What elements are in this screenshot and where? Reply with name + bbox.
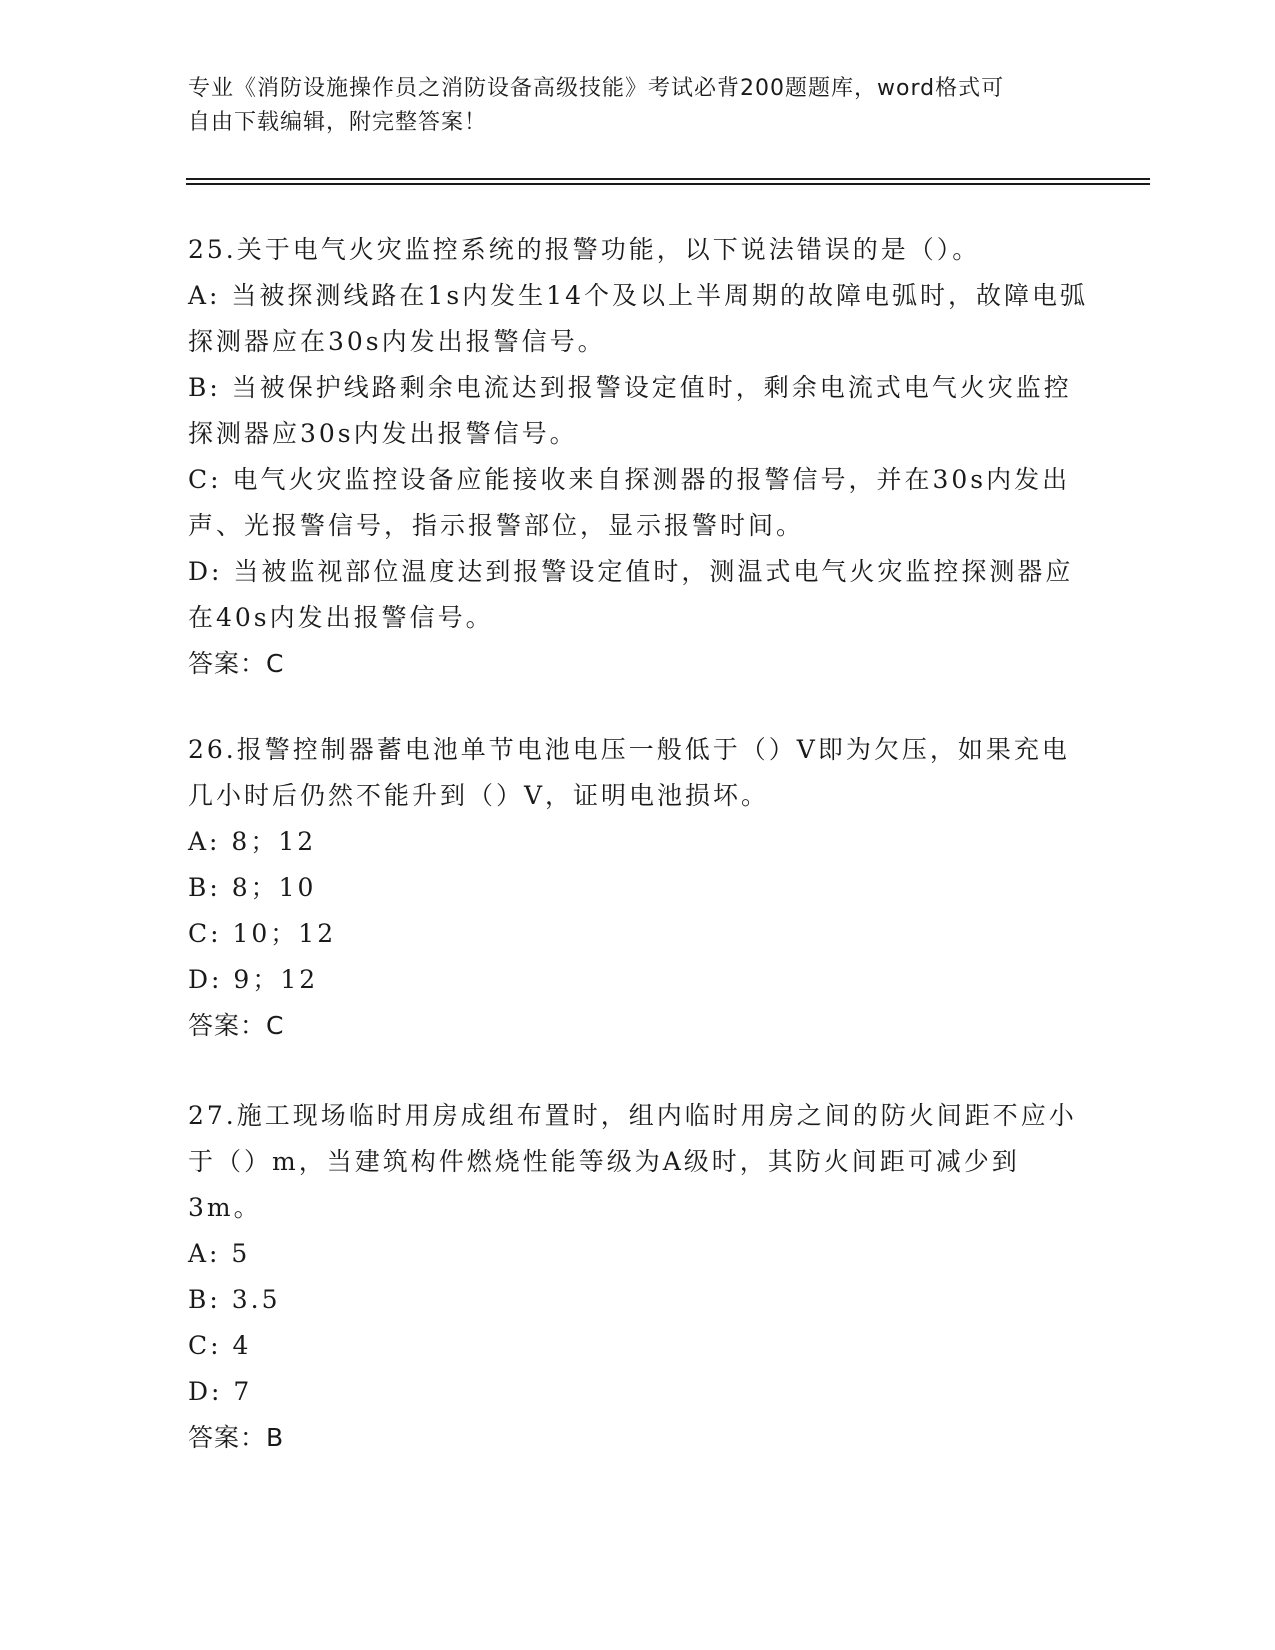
option-b: B: 当被保护线路剩余电流达到报警设定值时，剩余电流式电气火灾监控探测器应30s内发出报警信号。 [188,373,1072,448]
option-d: D: 当被监视部位温度达到报警设定值时，测温式电气火灾监控探测器应在40s内发出报警信号。 [188,557,1074,632]
option-b: B: 8；10 [188,873,317,902]
option-d: D: 9；12 [188,965,319,994]
option-a: A: 5 [188,1239,251,1268]
header-line-1: 专业《消防设施操作员之消防设备高级技能》考试必背200题题库，word格式可 [188,76,1005,101]
header-divider-top [186,178,1150,180]
document-header [188,72,1088,140]
question-text: 27.施工现场临时用房成组布置时，组内临时用房之间的防火间距不应小于（）m，当建筑构件燃烧性能等级为A级时，其防火间距可减少到3m。 [188,1101,1077,1222]
question-text: 26.报警控制器蓄电池单节电池电压一般低于（）V即为欠压，如果充电几小时后仍然不能升到（）V，证明电池损坏。 [188,735,1070,810]
option-c: C: 4 [188,1331,252,1360]
question-25 [188,227,1088,687]
answer: 答案：C [188,649,285,678]
option-a: A: 当被探测线路在1s内发生14个及以上半周期的故障电弧时，故障电弧探测器应在30s内发出报警信号。 [188,281,1088,356]
question-27 [188,1093,1088,1461]
option-c: C: 10；12 [188,919,337,948]
question-26 [188,727,1088,1049]
answer: 答案：C [188,1011,285,1040]
option-a: A: 8；12 [188,827,317,856]
question-text: 25.关于电气火灾监控系统的报警功能，以下说法错误的是（）。 [188,235,981,264]
answer: 答案：B [188,1423,285,1452]
option-b: B: 3.5 [188,1285,281,1314]
option-c: C: 电气火灾监控设备应能接收来自探测器的报警信号，并在30s内发出声、光报警信号，指示报警部位，显示报警时间。 [188,465,1071,540]
header-line-2: 自由下载编辑，附完整答案！ [188,110,488,135]
header-divider-bottom [186,183,1150,185]
option-d: D: 7 [188,1377,253,1406]
